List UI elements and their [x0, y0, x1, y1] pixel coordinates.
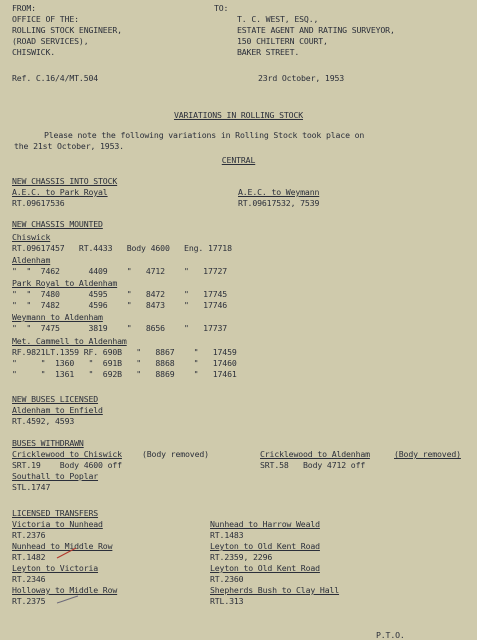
registration-list: RT.2360 [210, 574, 244, 584]
route-label: A.E.C. to Weymann [238, 187, 320, 197]
to-line: ESTATE AGENT AND RATING SURVEYOR, [237, 25, 395, 35]
registration-list: RT.1483 [210, 530, 244, 540]
route-label: Leyton to Old Kent Road [210, 563, 320, 573]
route-label: Cricklewood to Chiswick [12, 449, 122, 459]
route-label: Holloway to Middle Row [12, 585, 118, 595]
registration-list: RT.09617536 [12, 198, 65, 208]
chassis-row: " " 1361 " 692B " 8869 " 17461 [12, 369, 237, 379]
from-line: CHISWICK. [12, 47, 56, 57]
route-label: Leyton to Victoria [12, 563, 99, 573]
route-label: Met. Cammell to Aldenham [12, 336, 127, 346]
chassis-row: RT.09617457 RT.4433 Body 4600 Eng. 17718 [12, 243, 232, 253]
registration-list: RT.2375 [12, 596, 46, 606]
route-label: Southall to Poplar [12, 471, 99, 481]
route-label: Nunhead to Harrow Weald [210, 519, 320, 529]
area-heading: CENTRAL [221, 155, 256, 165]
registration-list: RT.09617532, 7539 [238, 198, 320, 208]
memo-date: 23rd October, 1953 [258, 73, 345, 83]
to-label: TO: [214, 3, 229, 13]
section-heading: BUSES WITHDRAWN [12, 438, 84, 448]
withdrawal-detail: SRT.58 Body 4712 off [260, 460, 366, 470]
chassis-row: " " 7482 4596 " 8473 " 17746 [12, 300, 228, 310]
route-label: Weymann to Aldenham [12, 312, 103, 322]
section-heading: NEW CHASSIS INTO STOCK [12, 176, 118, 186]
memo-title: VARIATIONS IN ROLLING STOCK [173, 110, 304, 120]
route-label: Cricklewood to Aldenham [260, 449, 370, 459]
registration-list: STL.1747 [12, 482, 51, 492]
from-line: ROLLING STOCK ENGINEER, [12, 25, 122, 35]
from-line: OFFICE OF THE: [12, 14, 79, 24]
red-pencil-tick [56, 546, 78, 560]
registration-list: RT.2359, 2296 [210, 552, 273, 562]
to-line: 150 CHILTERN COURT, [237, 36, 328, 46]
section-heading: NEW BUSES LICENSED [12, 394, 99, 404]
registration-list: RTL.313 [210, 596, 244, 606]
chassis-row: RF.9821LT.1359 RF. 690B " 8867 " 17459 [12, 347, 237, 357]
chassis-row: " " 7462 4409 " 4712 " 17727 [12, 266, 228, 276]
registration-list: RT.4592, 4593 [12, 416, 75, 426]
chassis-row: " " 7475 3819 " 8656 " 17737 [12, 323, 228, 333]
section-heading: NEW CHASSIS MOUNTED [12, 219, 103, 229]
page-footer: P.T.O. [376, 630, 405, 640]
to-line: T. C. WEST, ESQ., [237, 14, 319, 24]
to-line: BAKER STREET. [237, 47, 300, 57]
route-label: A.E.C. to Park Royal [12, 187, 108, 197]
pencil-tick [56, 594, 80, 606]
intro-line: the 21st October, 1953. [14, 141, 124, 151]
route-label: Aldenham [12, 255, 51, 265]
chassis-row: " " 7480 4595 " 8472 " 17745 [12, 289, 228, 299]
chassis-row: " " 1360 " 691B " 8868 " 17460 [12, 358, 237, 368]
route-label: Park Royal to Aldenham [12, 278, 118, 288]
section-heading: LICENSED TRANSFERS [12, 508, 99, 518]
route-label: Shepherds Bush to Clay Hall [210, 585, 340, 595]
from-line: (ROAD SERVICES), [12, 36, 89, 46]
registration-list: RT.2346 [12, 574, 46, 584]
route-label: Nunhead to Middle Row [12, 541, 113, 551]
reference-number: Ref. C.16/4/MT.504 [12, 73, 99, 83]
withdrawal-detail: SRT.19 Body 4600 off [12, 460, 122, 470]
from-label: FROM: [12, 3, 36, 13]
route-label: Leyton to Old Kent Road [210, 541, 320, 551]
route-label: Victoria to Nunhead [12, 519, 103, 529]
route-label: Chiswick [12, 232, 51, 242]
intro-line: Please note the following variations in Rolling Stock took place on [44, 130, 365, 140]
route-label: Aldenham to Enfield [12, 405, 103, 415]
registration-list: RT.2376 [12, 530, 46, 540]
withdrawal-note: (Body removed) [142, 449, 209, 459]
withdrawal-note: (Body removed) [394, 449, 461, 459]
registration-list: RT.1482 [12, 552, 46, 562]
